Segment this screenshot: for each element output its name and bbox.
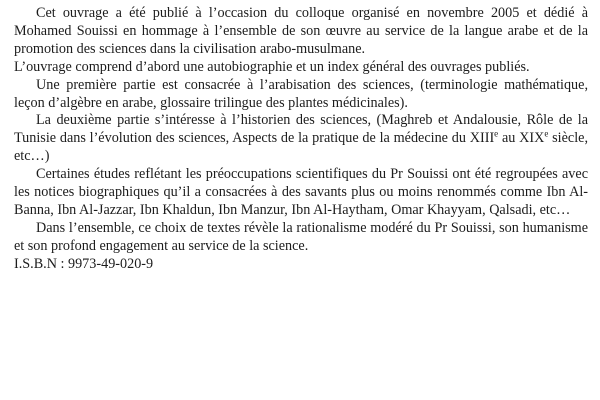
part-two-text-b: au XIX bbox=[498, 130, 545, 147]
isbn-line: I.S.B.N : 9973-49-020-9 bbox=[14, 255, 154, 272]
paragraph-studies: Certaines études reflétant les préoccupations scientifiques du Pr Souissi ont été regroupées avec les notices biographiques qu’il a consacrées à des savants plus ou moins renommés comme Ibn Al-Banna, Ibn Al-Jazzar, Ibn Khaldun, Ibn Manzur, Ibn Al-Haytham, Omar Khayyam, Qalsadi, etc… bbox=[14, 166, 588, 218]
paragraph-contents: L’ouvrage comprend d’abord une autobiographie et un index général des ouvrages publiés. bbox=[14, 58, 530, 75]
part-two-text-a: La deuxième partie s’intéresse à l’historien des sciences, (Maghreb et Andalousie, Rôle de la Tunisie dans l’évolution des sciences, Aspects de la pratique de la médecine du XIII bbox=[14, 112, 588, 147]
superscript-e-19: e bbox=[544, 128, 549, 139]
superscript-e-13: e bbox=[494, 128, 499, 139]
paragraph-conclusion: Dans l’ensemble, ce choix de textes révèle la rationalisme modéré du Pr Souissi, son humanisme et son profond engagement au service de la science. bbox=[14, 219, 588, 254]
part-two-text-c: siècle, etc…) bbox=[14, 130, 589, 165]
paragraph-part-one: Une première partie est consacrée à l’arabisation des sciences, (terminologie mathématique, leçon d’algèbre en arabe, glossaire trilingue des plantes médicinales). bbox=[14, 76, 588, 111]
paragraph-part-two bbox=[14, 112, 588, 166]
paragraph-intro: Cet ouvrage a été publié à l’occasion du colloque organisé en novembre 2005 et dédié à Mohamed Souissi en hommage à l’ensemble de son œuvre au service de la langue arabe et de la promotion des sciences dans la civilisation arabo-musulmane. bbox=[14, 5, 588, 57]
